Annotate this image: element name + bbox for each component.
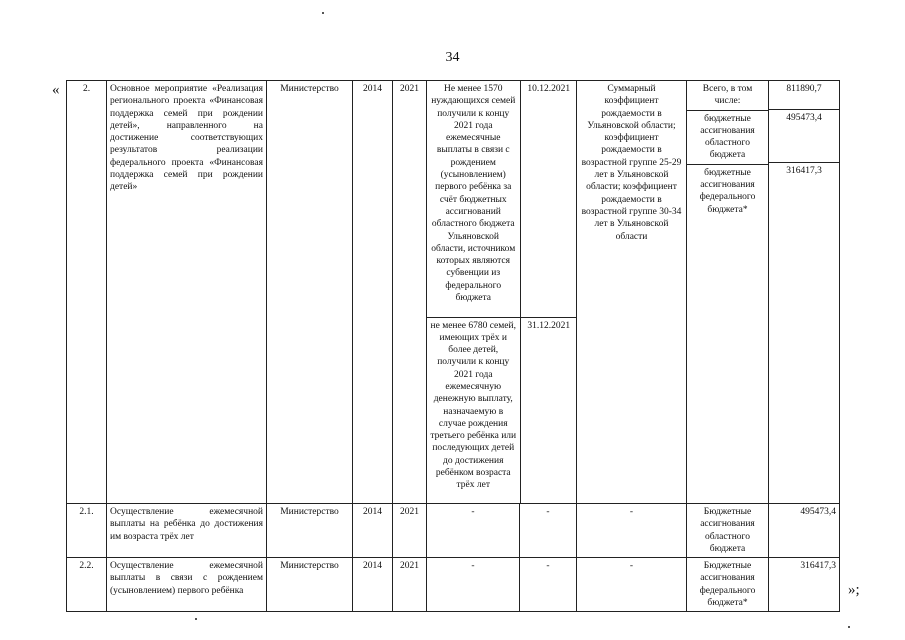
executor: Министерство xyxy=(267,504,353,558)
result-date: - xyxy=(520,558,577,612)
scan-speck xyxy=(848,626,850,628)
target-indicator: Суммарный коэффициент рождаемости в Ульяновской области; коэффициент рождаемости в возрастной группе 25-29 лет в Ульяновской области; коэффициент рождаемости в возрастной группе 30-34 лет в Ульяновской области xyxy=(577,81,687,504)
scan-speck xyxy=(322,12,324,14)
closing-quote: »; xyxy=(848,582,860,598)
funding-amounts xyxy=(769,81,840,504)
row-number: 2.1. xyxy=(67,504,107,558)
result-date: 31.12.2021 xyxy=(527,320,571,331)
funding-amount: 495473,4 xyxy=(769,504,840,558)
result-text: не менее 6780 семей, имеющих трёх и более детей, получили к концу 2021 года ежемесячную денежную выплату, назначаемую в случае рождения третьего ребёнка или последующих детей до достижения ребёнком возраста трёх лет xyxy=(427,317,520,503)
funding-source: Бюджетные ассигнования федерального бюджета* xyxy=(687,558,769,612)
target-indicator: - xyxy=(577,558,687,612)
target-indicator: - xyxy=(577,504,687,558)
funding-amount: 316417,3 xyxy=(769,162,839,179)
start-year: 2014 xyxy=(353,558,393,612)
results-cell xyxy=(427,81,577,504)
measure-name: Осуществление ежемесячной выплаты на ребёнка до достижения им возраста трёх лет xyxy=(107,504,267,558)
row-number: 2.2. xyxy=(67,558,107,612)
funding-amount: 811890,7 xyxy=(786,84,822,94)
executor: Министерство xyxy=(267,81,353,504)
result-text: - xyxy=(427,504,520,558)
result-date: 10.12.2021 xyxy=(520,81,577,317)
table-row xyxy=(67,504,840,558)
measures-table xyxy=(66,80,840,612)
funding-source: Всего, в том числе: xyxy=(702,84,753,107)
measure-name: Основное мероприятие «Реализация регионального проекта «Финансовая поддержка семей при рождении детей», направленного на достижение соответствующих результатов реализации федерального проекта «Финансовая поддержка семей при рождении детей» xyxy=(107,81,267,504)
opening-quote: « xyxy=(52,82,60,98)
end-year: 2021 xyxy=(393,558,427,612)
page-number: 34 xyxy=(445,50,460,65)
table-row xyxy=(67,558,840,612)
end-year: 2021 xyxy=(393,81,427,504)
result-date: - xyxy=(520,504,577,558)
table-row xyxy=(67,81,840,504)
funding-source: Бюджетные ассигнования областного бюджета xyxy=(687,504,769,558)
funding-sources xyxy=(687,81,769,504)
funding-amount: 316417,3 xyxy=(769,558,840,612)
funding-amount: 495473,4 xyxy=(769,109,839,162)
scan-speck xyxy=(195,618,197,620)
executor: Министерство xyxy=(267,558,353,612)
row-number: 2. xyxy=(67,81,107,504)
result-text: - xyxy=(427,558,520,612)
funding-source: бюджетные ассигнования федерального бюджета* xyxy=(687,164,768,218)
start-year: 2014 xyxy=(353,504,393,558)
start-year: 2014 xyxy=(353,81,393,504)
measure-name: Осуществление ежемесячной выплаты в связи с рождением (усыновлением) первого ребёнка xyxy=(107,558,267,612)
result-text: Не менее 1570 нуждающихся семей получили к концу 2021 года ежемесячные выплаты в связи с рождением (усыновлением) первого ребёнка за счёт бюджетных ассигнований областного бюджета Ульяновской области, источником которых являются субвенции из федерального бюджета xyxy=(427,81,520,317)
funding-source: бюджетные ассигнования областного бюджета xyxy=(687,110,768,164)
end-year: 2021 xyxy=(393,504,427,558)
